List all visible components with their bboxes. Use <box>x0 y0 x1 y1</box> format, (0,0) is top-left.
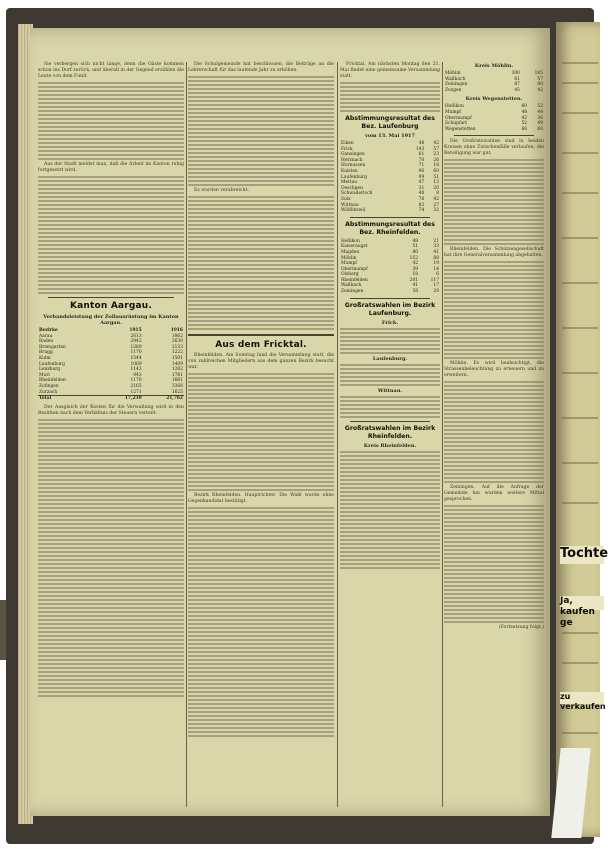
article-paragraph: Die Großratswahlen sind in beiden Kreisen ohne Zwischenfälle verlaufen; die Beteiligung war gut. <box>444 139 544 157</box>
district-results-table <box>444 104 544 132</box>
section-heading: Aus dem Fricktal. <box>215 340 307 350</box>
table-row: Obermumpf 42 36 <box>445 115 543 121</box>
table-row: Olsberg 18 6 <box>341 272 439 278</box>
results-heading: Abstimmungsresultat des Bez. Laufenburg <box>345 115 435 130</box>
table-row: Oeschgen 31 20 <box>341 185 439 191</box>
table-row: Zeiningen 87 80 <box>445 82 543 88</box>
article-paragraph: Rheinfelden. Die Schützengesellschaft hat ihre Generalversammlung abgehalten. <box>444 247 544 259</box>
table-row: Sulz 76 42 <box>341 196 439 202</box>
table-row: Wölflinswil 74 32 <box>341 208 439 214</box>
ad-tochter: Tochte <box>560 546 604 564</box>
table-row: Eiken 48 42 <box>341 141 439 146</box>
canton-subheading: Verbandsleistung der Zollausrüstung im Kanton Aargau. <box>43 314 179 326</box>
table-row: Wittnau 82 27 <box>341 202 439 208</box>
district-heading: Kreis Wegenstetten. <box>465 96 523 103</box>
table-row: Zofingen 2165 3366 <box>39 383 183 389</box>
ad-verkaufen: zu verkaufen <box>560 692 606 711</box>
article-paragraph: Bezirk Rheinfelden. Hauptrichter. Die Wahl wurde ohne Gegenkandidat bestätigt. <box>188 493 334 504</box>
table-row: Wallbach 61 57 <box>445 76 543 82</box>
table-row: Brugg 1170 1222 <box>39 350 183 356</box>
election-district: Kreis Rheinfelden. <box>363 442 417 449</box>
article-paragraph: Es wurden verabreicht: <box>194 188 249 193</box>
table-row: Kaisten 96 60 <box>341 168 439 174</box>
table-row: Wegenstetten 66 60 <box>445 126 543 132</box>
table-row: Muri 943 1761 <box>39 372 183 378</box>
results-table <box>340 239 440 295</box>
column-4 <box>444 62 544 807</box>
column-rule <box>442 62 443 807</box>
election-heading: Großratswahlen im Bezirk Rheinfelden. <box>344 424 436 440</box>
page-clip <box>0 600 6 660</box>
table-row: Aarau 2613 1862 <box>39 333 183 339</box>
table-row: Schupfart 52 49 <box>445 121 543 127</box>
table-row: Zuzgen 45 42 <box>445 87 543 93</box>
table-row: Hornussen 71 18 <box>341 163 439 169</box>
canton-heading: Kanton Aargau. <box>69 301 153 311</box>
results-heading: Abstimmungsresultat des Bez. Rheinfelden. <box>345 220 435 236</box>
table-row: Wallbach 41 17 <box>341 283 439 289</box>
table-row: Kulm 1544 1501 <box>39 355 183 361</box>
table-row: Möhlin 152 88 <box>341 255 439 261</box>
table-row: Mumpf 48 44 <box>445 109 543 115</box>
table-row: Rheinfelden 201 117 <box>341 277 439 283</box>
table-row: Herznach 70 26 <box>341 157 439 163</box>
table-row: Laufenburg 99 51 <box>341 174 439 180</box>
table-row: Zurzach 1271 1625 <box>39 389 183 395</box>
newspaper-page <box>30 28 550 816</box>
election-district: Frick. <box>381 319 399 326</box>
district-heading: Kreis Möhlin. <box>474 63 514 69</box>
table-row: Kaiseraugst 51 33 <box>341 244 439 250</box>
table-total-row: Total 17,239 21,762 <box>39 396 183 402</box>
article-paragraph: Die Schulgemeinde hat beschlossen, die Beiträge an die Lehrerschaft für das laufende Jahr zu erhöhen. <box>188 62 334 73</box>
district-results-table <box>444 71 544 93</box>
election-district: Laufenburg. <box>372 355 408 362</box>
column-1 <box>38 62 184 807</box>
table-row: Lenzburg 1143 1262 <box>39 367 183 373</box>
election-heading: Großratswahlen im Bezirk Laufenburg. <box>344 301 436 317</box>
results-date: vom 13. Mai 1917 <box>364 133 416 139</box>
table-row: Hellikon 48 21 <box>341 238 439 244</box>
column-rule <box>337 62 338 807</box>
table-row: Mettau 47 12 <box>341 180 439 186</box>
article-paragraph: Der Ausgleich der Kosten für die Verwaltung wird in den Bezirken nach dem Verhältnis der Steuern verteilt. <box>38 404 184 416</box>
table-row: Möhlin 300 185 <box>445 71 543 76</box>
table-row: Laufenburg 1069 1409 <box>39 361 183 367</box>
table-row: Rheinfelden 1170 1661 <box>39 378 183 384</box>
continuation-note: (Fortsetzung folgt.) <box>498 625 544 631</box>
next-page <box>556 22 608 837</box>
election-district: Wittnau. <box>377 387 403 394</box>
table-row: Magden 80 41 <box>341 249 439 255</box>
column-rule <box>186 62 187 807</box>
article-paragraph: Zeiningen. Auf die Anfrage der Gemeinde hin wurden weitere Mittel gesprochen. <box>444 485 544 503</box>
article-paragraph: Möhlin. Es wird beabsichtigt, die Strassenbeleuchtung zu erneuern und zu erweitern. <box>444 361 544 379</box>
column-2 <box>188 62 334 807</box>
article-paragraph: Aus der Stadt meldet man, daß die Arbeit im Kanton ruhig fortgesetzt wird. <box>38 162 184 173</box>
table-row: Obermumpf 39 14 <box>341 266 439 272</box>
article-paragraph: Fricktal. Am nächsten Montag den 21. Mai findet eine gemeinsame Versammlung statt. <box>340 62 440 79</box>
ad-kaufen: Ja, kaufen ge <box>560 596 604 610</box>
table-row: Schwaderloch 40 8 <box>341 191 439 197</box>
table-row: Zeiningen 58 29 <box>341 289 439 295</box>
table-row: Baden 2942 2630 <box>39 339 183 345</box>
results-table <box>340 141 440 214</box>
article-paragraph: Rheinfelden. Am Sonntag fand die Versammlung statt, die von zahlreichen Mitgliedern aus dem ganzen Bezirk besucht war. <box>188 353 334 370</box>
table-row: Gansingen 61 23 <box>341 152 439 158</box>
column-3 <box>340 62 440 807</box>
table-row: Hellikon 60 52 <box>445 104 543 110</box>
table-row: Bremgarten 1269 2133 <box>39 344 183 350</box>
table-row: Frick 143 57 <box>341 146 439 152</box>
table-row: Mumpf 42 19 <box>341 261 439 267</box>
district-table: Bezirke 1915 1916 Aarau 2613 1862 Baden 2942 2630 Bremgarten 1269 2133 Brugg 1170 1222 Kulm 1544 1501 Laufenburg 1069 1409 Lenzburg 1143 1262 Muri 943 1761 Rheinfelden 1170 1661 Zofingen 2165 3366 Zurzach 1271 1625 Total 17,239 21,762 <box>39 328 183 402</box>
article-paragraph: Sie verbergen sich nicht lange, denn die Gäste kommen schon ins Dorf zurück, und überall in der Gegend erzählen die Leute von dem Fund. <box>38 62 184 79</box>
